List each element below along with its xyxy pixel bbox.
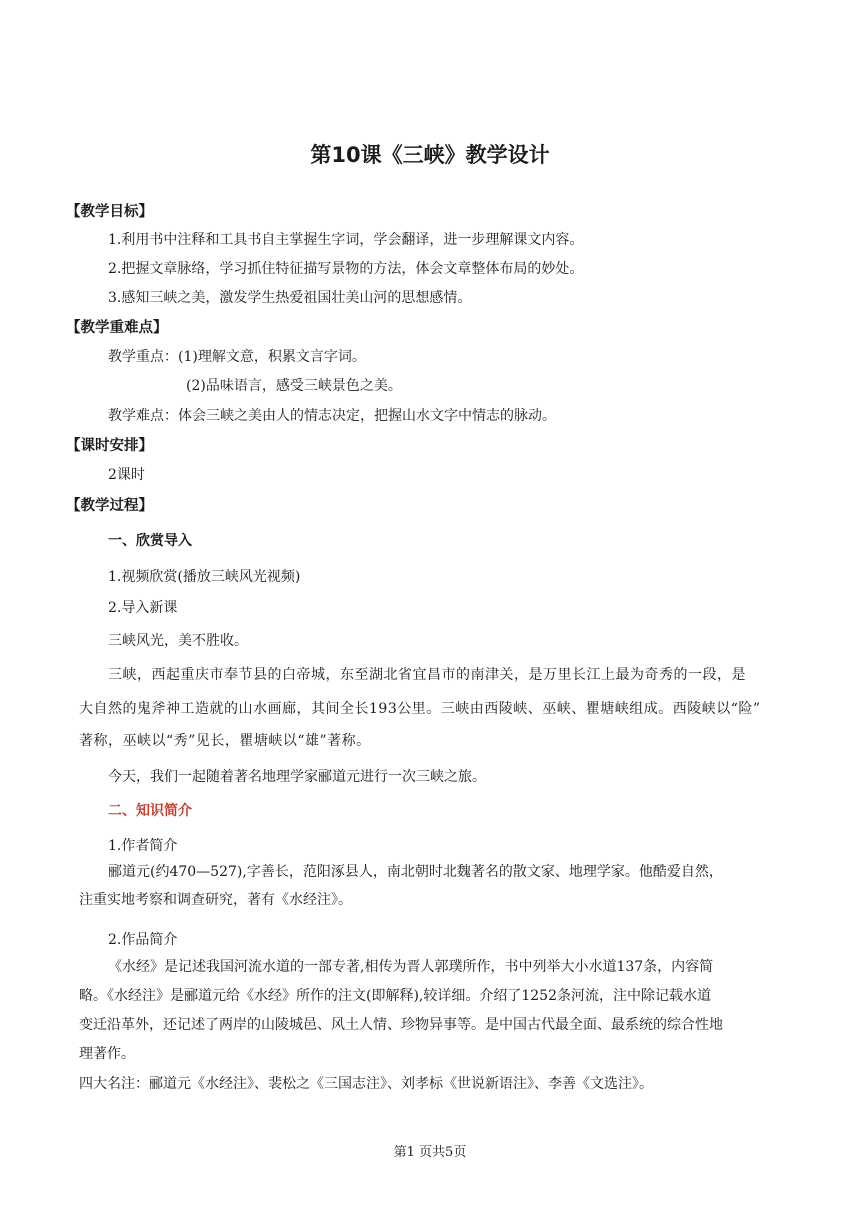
page-footer: 第1 页共5页 xyxy=(393,1145,467,1160)
intro-paragraph-line: 著称，巫峡以“秀”见长，瞿塘峡以“雄”著称。 xyxy=(79,733,371,749)
schedule-text: 2课时 xyxy=(108,467,145,483)
four-annotations: 四大名注：郦道元《水经注》、裴松之《三国志注》、刘孝标《世说新语注》、李善《文选注》。 xyxy=(79,1076,653,1092)
keypoints-heading: 【教学重难点】 xyxy=(66,320,168,336)
intro-line: 三峡风光，美不胜收。 xyxy=(108,633,248,649)
work-line: 《水经》是记述我国河流水道的一部专著,相传为晋人郭璞所作，书中列举大小水道137条，内容简 xyxy=(108,959,714,975)
work-line: 理著作。 xyxy=(79,1046,135,1062)
part1-heading: 一、欣赏导入 xyxy=(108,533,192,549)
objective-item: 1.利用书中注释和工具书自主掌握生字词，学会翻译，进一步理解课文内容。 xyxy=(108,232,584,248)
author-line: 郦道元(约470—527),字善长，范阳涿县人，南北朝时北魏著名的散文家、地理学家。他酷爱自然， xyxy=(108,864,723,880)
schedule-heading: 【课时安排】 xyxy=(66,438,153,454)
work-line: 略。《水经注》是郦道元给《水经》所作的注文(即解释),较详细。介绍了1252条河流，注中除记载水道 xyxy=(79,988,712,1004)
step-video: 1.视频欣赏(播放三峡风光视频) xyxy=(108,569,301,585)
teaching-focus-2: (2)品味语言，感受三峡景色之美。 xyxy=(186,378,402,394)
today-line: 今天，我们一起随着著名地理学家郦道元进行一次三峡之旅。 xyxy=(108,769,486,785)
author-heading: 1.作者简介 xyxy=(108,838,178,854)
process-heading: 【教学过程】 xyxy=(66,498,153,514)
work-line: 变迁沿革外，还记述了两岸的山陵城邑、风土人情、珍物异事等。是中国古代最全面、最系统的综合性地 xyxy=(79,1017,723,1033)
intro-paragraph-line: 大自然的鬼斧神工造就的山水画廊，其间全长193公里。三峡由西陵峡、巫峡、瞿塘峡组成。西陵峡以“险” xyxy=(79,701,761,717)
objective-item: 2.把握文章脉络，学习抓住特征描写景物的方法，体会文章整体布局的妙处。 xyxy=(108,261,584,277)
work-heading: 2.作品简介 xyxy=(108,932,178,948)
part2-heading: 二、知识简介 xyxy=(108,803,192,819)
intro-paragraph-line: 三峡，西起重庆市奉节县的白帝城，东至湖北省宜昌市的南津关，是万里长江上最为奇秀的一段，是 xyxy=(108,667,746,683)
step-intro: 2.导入新课 xyxy=(108,600,178,616)
author-line: 注重实地考察和调查研究，著有《水经注》。 xyxy=(79,892,352,908)
objectives-heading: 【教学目标】 xyxy=(66,204,153,220)
objective-item: 3.感知三峡之美，激发学生热爱祖国壮美山河的思想感情。 xyxy=(108,290,472,306)
teaching-difficulty: 教学难点：体会三峡之美由人的情志决定，把握山水文字中情志的脉动。 xyxy=(108,408,556,424)
teaching-focus-1: 教学重点：(1)理解文意，积累文言字词。 xyxy=(108,349,366,365)
page-title: 第10课《三峡》教学设计 xyxy=(310,143,550,167)
